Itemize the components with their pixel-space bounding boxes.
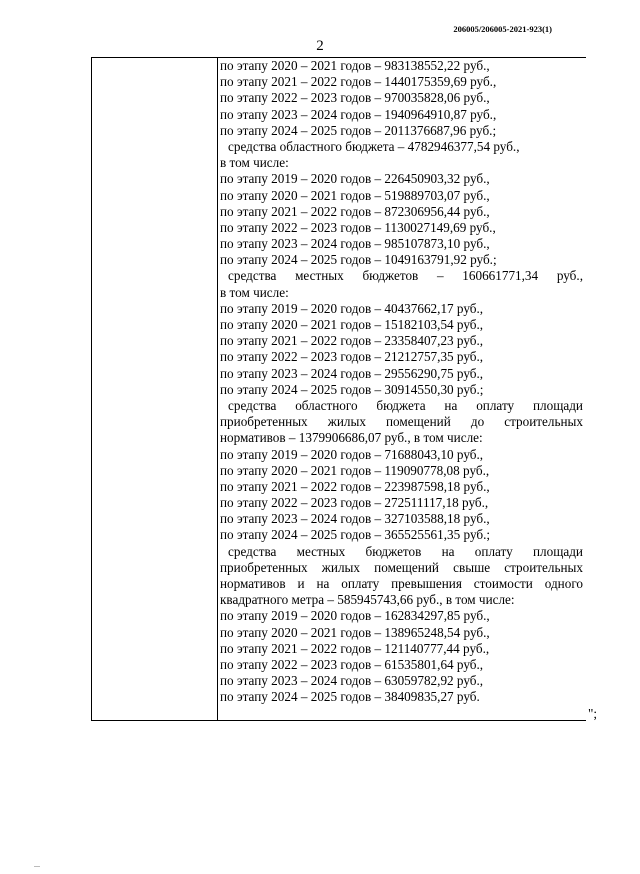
funding-line: по этапу 2024 – 2025 годов – 30914550,30 руб.; — [220, 381, 484, 397]
funding-line: по этапу 2021 – 2022 годов – 223987598,18 руб., — [220, 478, 490, 494]
funding-line: по этапу 2020 – 2021 годов – 119090778,08 руб., — [220, 462, 490, 478]
funding-line: по этапу 2024 – 2025 годов – 2011376687,96 руб.; — [220, 122, 497, 138]
funding-line: по этапу 2024 – 2025 годов – 1049163791,92 руб.; — [220, 252, 497, 268]
page-number: 2 — [316, 38, 324, 54]
funding-line: по этапу 2022 – 2023 годов – 1130027149,69 руб., — [220, 219, 496, 235]
funding-line: приобретенных жилых помещений свыше строительных — [220, 559, 583, 575]
funding-line: по этапу 2023 – 2024 годов – 985107873,10 руб., — [220, 236, 490, 252]
funding-line: по этапу 2020 – 2021 годов – 983138552,22 руб., — [220, 58, 490, 73]
funding-line: по этапу 2019 – 2020 годов – 71688043,10 руб., — [220, 446, 484, 462]
funding-line: по этапу 2021 – 2022 годов – 121140777,44 руб., — [220, 640, 490, 656]
funding-line: по этапу 2023 – 2024 годов – 327103588,18 руб., — [220, 511, 490, 527]
funding-line: по этапу 2022 – 2023 годов – 970035828,06 руб., — [220, 90, 490, 106]
funding-line: по этапу 2024 – 2025 годов – 365525561,35 руб.; — [220, 527, 491, 543]
funding-line: приобретенных жилых помещений до строительных — [220, 414, 583, 430]
funding-line: по этапу 2023 – 2024 годов – 63059782,92 руб., — [220, 673, 484, 689]
funding-line: средства областного бюджета – 4782946377,54 руб., — [228, 138, 520, 154]
funding-line: по этапу 2020 – 2021 годов – 15182103,54 руб., — [220, 317, 484, 332]
column-divider — [217, 58, 218, 721]
funding-line: по этапу 2020 – 2021 годов – 519889703,07 руб., — [220, 187, 490, 203]
table-bottom-border — [92, 720, 586, 721]
scan-mark — [34, 866, 40, 867]
budget-table — [91, 57, 586, 721]
funding-line: по этапу 2020 – 2021 годов – 138965248,54 руб., — [220, 624, 490, 640]
funding-cell — [220, 58, 583, 706]
funding-line: нормативов – 1379906686,07 руб., в том числе: — [220, 430, 483, 446]
funding-line: средства местных бюджетов – 160661771,34 руб., — [228, 268, 583, 284]
closing-quote: "; — [588, 706, 598, 721]
funding-line: квадратного метра – 585945743,66 руб., в том числе: — [220, 592, 515, 608]
funding-line: в том числе: — [220, 155, 289, 171]
funding-line: по этапу 2022 – 2023 годов – 21212757,35 руб., — [220, 349, 484, 365]
funding-line: средства местных бюджетов на оплату площади — [228, 543, 583, 559]
funding-line: нормативов и на оплату превышения стоимости одного — [220, 576, 583, 591]
funding-line: по этапу 2023 – 2024 годов – 1940964910,87 руб., — [220, 106, 497, 122]
funding-line: по этапу 2019 – 2020 годов – 40437662,17 руб., — [220, 300, 484, 316]
funding-line: в том числе: — [220, 284, 289, 300]
funding-line: по этапу 2021 – 2022 годов – 1440175359,69 руб., — [220, 74, 497, 90]
funding-line: по этапу 2022 – 2023 годов – 61535801,64 руб., — [220, 656, 484, 672]
funding-line: по этапу 2019 – 2020 годов – 162834297,85 руб., — [220, 608, 490, 624]
funding-line: средства областного бюджета на оплату площади — [228, 397, 583, 413]
document-id: 206005/206005-2021-923(1) — [453, 24, 552, 34]
funding-line: по этапу 2023 – 2024 годов – 29556290,75 руб., — [220, 365, 484, 381]
funding-line: по этапу 2021 – 2022 годов – 23358407,23 руб., — [220, 333, 484, 349]
funding-line: по этапу 2024 – 2025 годов – 38409835,27 руб. — [220, 689, 480, 705]
funding-line: по этапу 2021 – 2022 годов – 872306956,44 руб., — [220, 203, 490, 219]
funding-line: по этапу 2019 – 2020 годов – 226450903,32 руб., — [220, 171, 490, 187]
funding-line: по этапу 2022 – 2023 годов – 272511117,18 руб., — [220, 495, 489, 511]
